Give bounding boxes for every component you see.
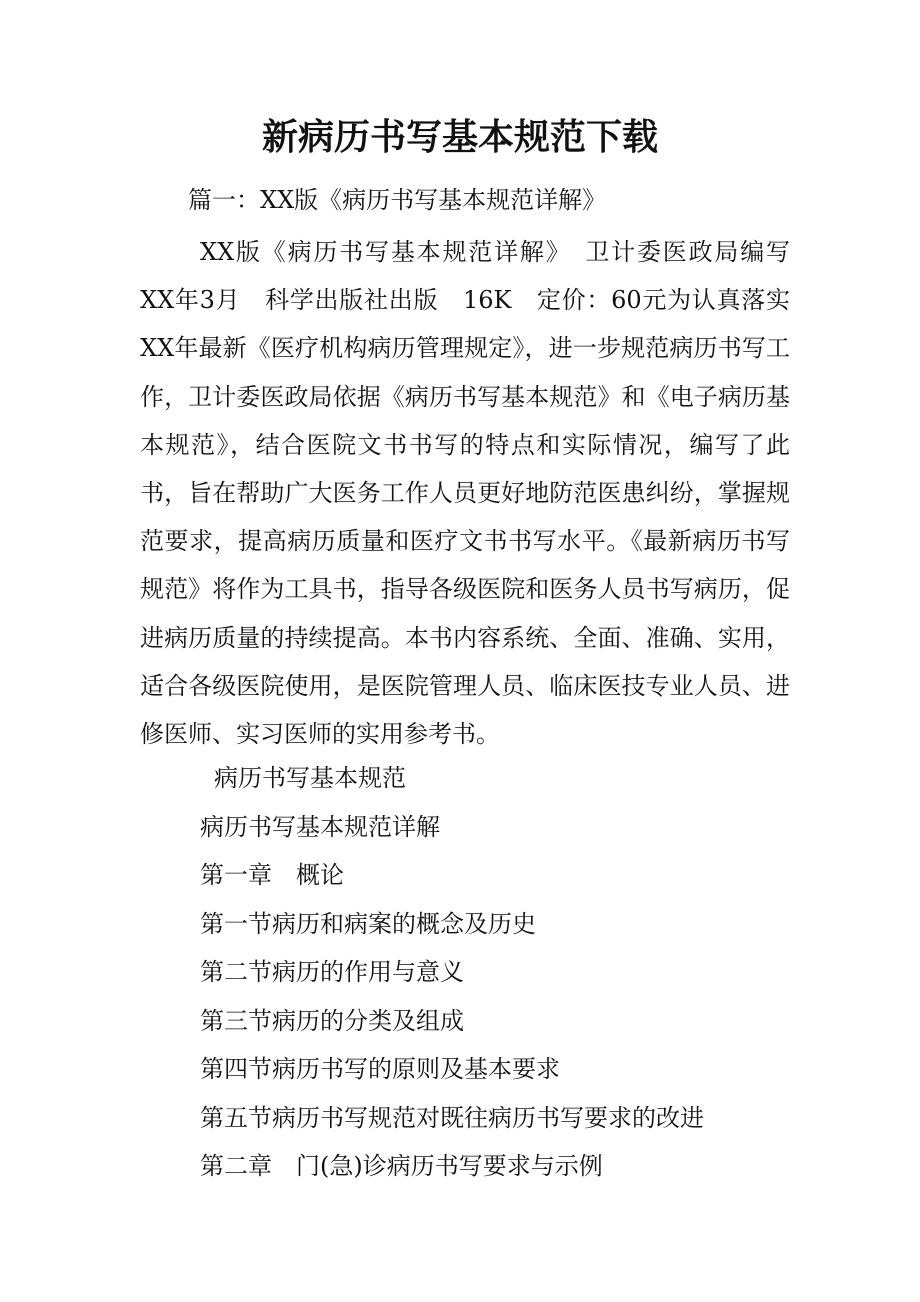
toc-item: 第四节病历书写的原则及基本要求 [200,1055,560,1083]
toc-item: 第二章 门(急)诊病历书写要求与示例 [200,1152,603,1180]
toc-item: 第三节病历的分类及组成 [200,1006,464,1035]
toc-item: 病历书写基本规范 [214,764,406,792]
document-subtitle: 篇一：XX版《病历书写基本规范详解》 [188,186,607,214]
table-of-contents [200,754,704,1191]
toc-item: 第二节病历的作用与意义 [200,958,464,986]
intro-paragraph: XX版《病历书写基本规范详解》 卫计委医政局编写 XX年3月 科学出版社出版 16K 定价：60元为认真落实XX年最新《医疗机构病历管理规定》，进一步规范病历书写工作，卫计委医政局依据《病历书写基本规范》和《电子病历基本规范》，结合医院文书书写的特点和实际情况，编写了此书，旨在帮助广大医务工作人员更好地防范医患纠纷，掌握规范要求，提高病历质量和医疗文书书写水平。《最新病历书写规范》将作为工具书，指导各级医院和医务人员书写病历，促进病历质量的持续提高。本书内容系统、全面、准确、实用，适合各级医院使用，是医院管理人员、临床医技专业人员、进修医师、实习医师的实用参考书。 [140,238,814,749]
document-title: 新病历书写基本规范下载 [261,117,658,158]
toc-item: 病历书写基本规范详解 [200,812,440,841]
toc-item: 第一章 概论 [200,861,344,889]
toc-item: 第五节病历书写规范对既往病历书写要求的改进 [200,1103,704,1132]
toc-item: 第一节病历和病案的概念及历史 [200,909,536,938]
